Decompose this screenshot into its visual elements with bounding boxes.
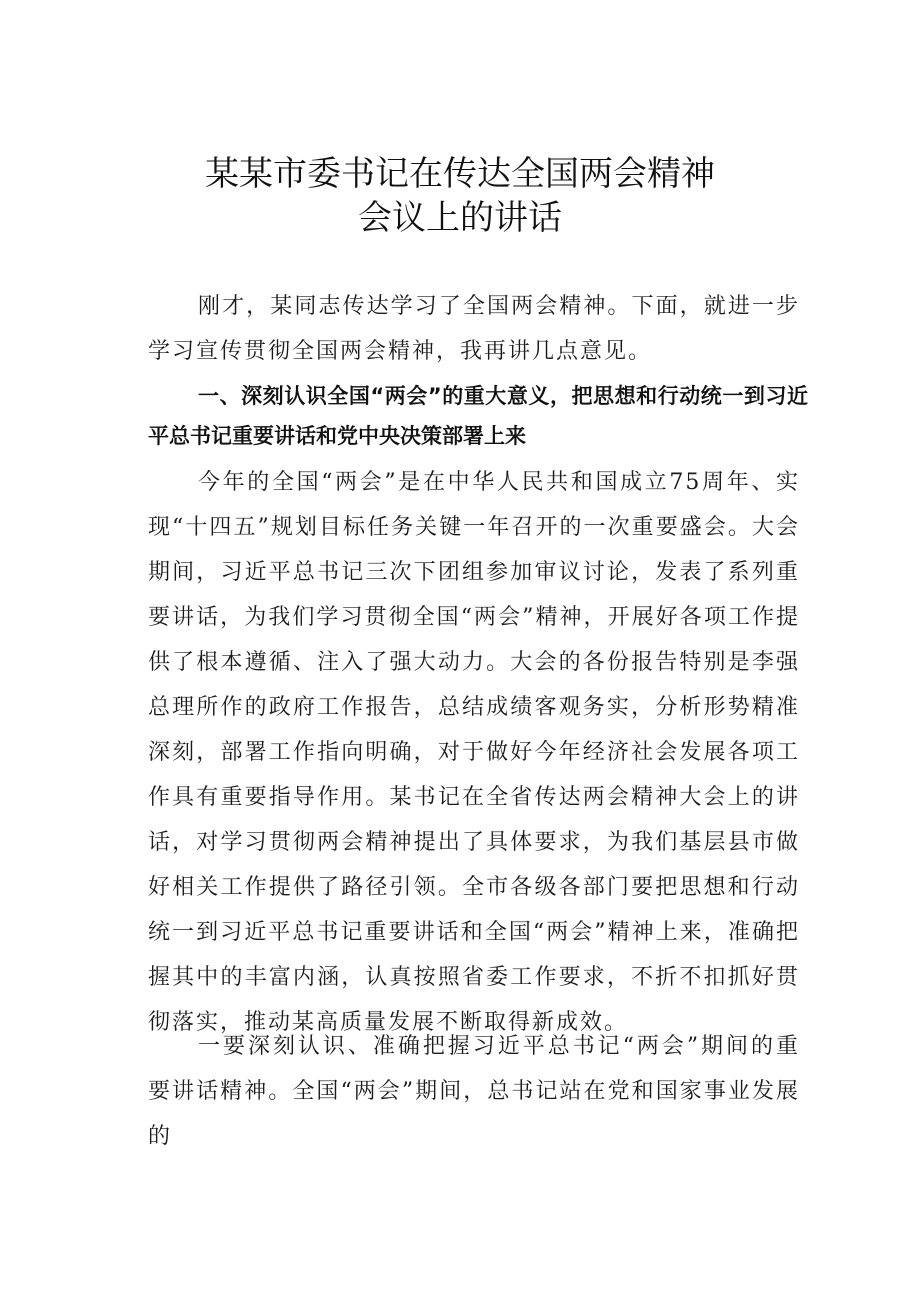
title-line-2: 会议上的讲话 [358,198,562,238]
title-line-1: 某某市委书记在传达全国两会精神 [205,154,715,194]
point-1-paragraph: 一要深刻认识、准确把握习近平总书记“两会”期间的重要讲话精神。全国“两会”期间，总书记站在党和国家事业发展的 [148,1034,800,1149]
section-1-heading: 一、深刻认识全国“两会”的重大意义，把思想和行动统一到习近平总书记重要讲话和党中央决策部署上来 [148,384,808,448]
intro-paragraph: 刚才，某同志传达学习了全国两会精神。下面，就进一步学习宣传贯彻全国两会精神，我再讲几点意见。 [148,294,800,364]
document-title [0,152,920,240]
section-1-paragraph: 今年的全国“两会”是在中华人民共和国成立75周年、实现“十四五”规划目标任务关键一年召开的一次重要盛会。大会期间，习近平总书记三次下团组参加审议讨论，发表了系列重要讲话，为我们学习贯彻全国“两会”精神，开展好各项工作提供了根本遵循、注入了强大动力。大会的各份报告特别是李强总理所作的政府工作报告，总结成绩客观务实，分析形势精准深刻，部署工作指向明确，对于做好今年经济社会发展各项工作具有重要指导作用。某书记在全省传达两会精神大会上的讲话，对学习贯彻两会精神提出了具体要求，为我们基层县市做好相关工作提供了路径引领。全市各级各部门要把思想和行动统一到习近平总书记重要讲话和全国“两会”精神上来，准确把握其中的丰富内涵，认真按照省委工作要求，不折不扣抓好贯彻落实，推动某高质量发展不断取得新成效。 [148,470,800,1035]
